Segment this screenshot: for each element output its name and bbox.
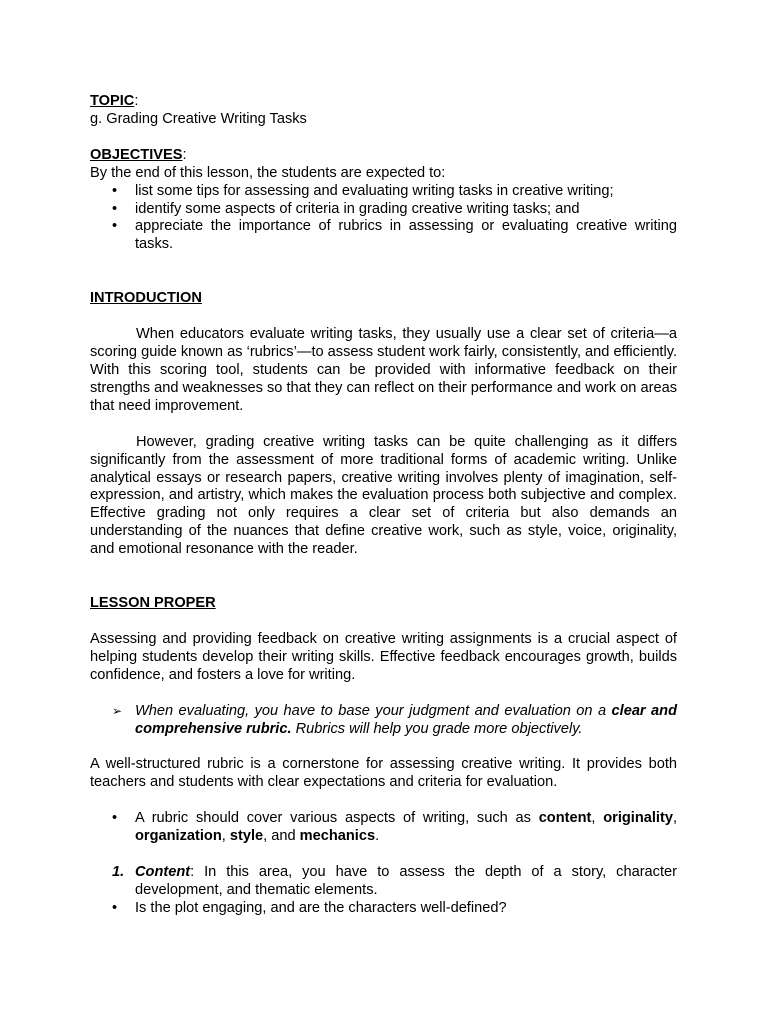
- rubric-bullet: • A rubric should cover various aspects of writing, such as content, originality, organization, style, and mechanics.: [112, 810, 678, 845]
- question-bullet: • Is the plot engaging, and are the characters well-defined?: [112, 899, 507, 916]
- introduction-paragraph-2: However, grading creative writing tasks can be quite challenging as it differs significantly from the assessment of more traditional forms of academic writing. Unlike analytical essays or research papers, creative writing involves plenty of imagination, self-expression, and artistry, which makes the evaluation process both subjective and complex. Effective grading not only requires a clear set of criteria but also demands an understanding of the nuances that define creative work, such as style, voice, originality, and emotional resonance with the reader.: [90, 433, 677, 558]
- bullet-icon: •: [112, 810, 118, 827]
- objective-item: • identify some aspects of criteria in grading creative writing tasks; and: [112, 200, 580, 217]
- topic-heading: TOPIC: [90, 93, 135, 109]
- objective-item: • list some tips for assessing and evaluating writing tasks in creative writing;: [112, 182, 614, 199]
- bullet-icon: •: [112, 899, 118, 916]
- introduction-paragraph-1: When educators evaluate writing tasks, they usually use a clear set of criteria—a scoring guide known as ‘rubrics’—to assess student work fairly, consistently, and efficiently. With this scoring tool, students can be provided with informative feedback on their strengths and weaknesses so that they can reflect on their performance and work on areas that need improvement.: [90, 326, 677, 414]
- topic-value: g. Grading Creative Writing Tasks: [90, 110, 307, 127]
- lesson-paragraph-1: Assessing and providing feedback on creative writing assignments is a crucial aspect of helping students develop their writing skills. Effective feedback encourages growth, builds confidence, and fosters a love for writing.: [90, 630, 677, 683]
- colon: :: [182, 146, 187, 163]
- arrow-icon: ➢: [112, 703, 123, 718]
- lesson-paragraph-2: A well-structured rubric is a cornerstone for assessing creative writing. It provides both teachers and students with clear expectations and criteria for evaluation.: [90, 756, 677, 791]
- arrow-point: ➢ When evaluating, you have to base your judgment and evaluation on a clear and comprehensive rubric. Rubrics will help you grade more objectively.: [112, 702, 677, 737]
- lesson-heading: LESSON PROPER: [90, 595, 216, 612]
- bullet-icon: •: [112, 218, 118, 235]
- colon: :: [134, 93, 139, 109]
- objectives-heading: OBJECTIVES: [90, 146, 183, 163]
- objectives-lead: By the end of this lesson, the students are expected to:: [90, 164, 446, 181]
- objective-item: • appreciate the importance of rubrics in assessing or evaluating creative writing tasks.: [112, 218, 677, 253]
- topic-heading-line: [90, 93, 677, 111]
- numbered-item-content: 1. Content: In this area, you have to assess the depth of a story, character development, and thematic elements.: [112, 864, 677, 898]
- item-number: 1.: [112, 864, 125, 881]
- objectives-heading-line: [90, 147, 677, 165]
- document-content: [90, 93, 677, 918]
- introduction-heading: INTRODUCTION: [90, 290, 202, 307]
- bullet-icon: •: [112, 182, 118, 199]
- bullet-icon: •: [112, 200, 118, 217]
